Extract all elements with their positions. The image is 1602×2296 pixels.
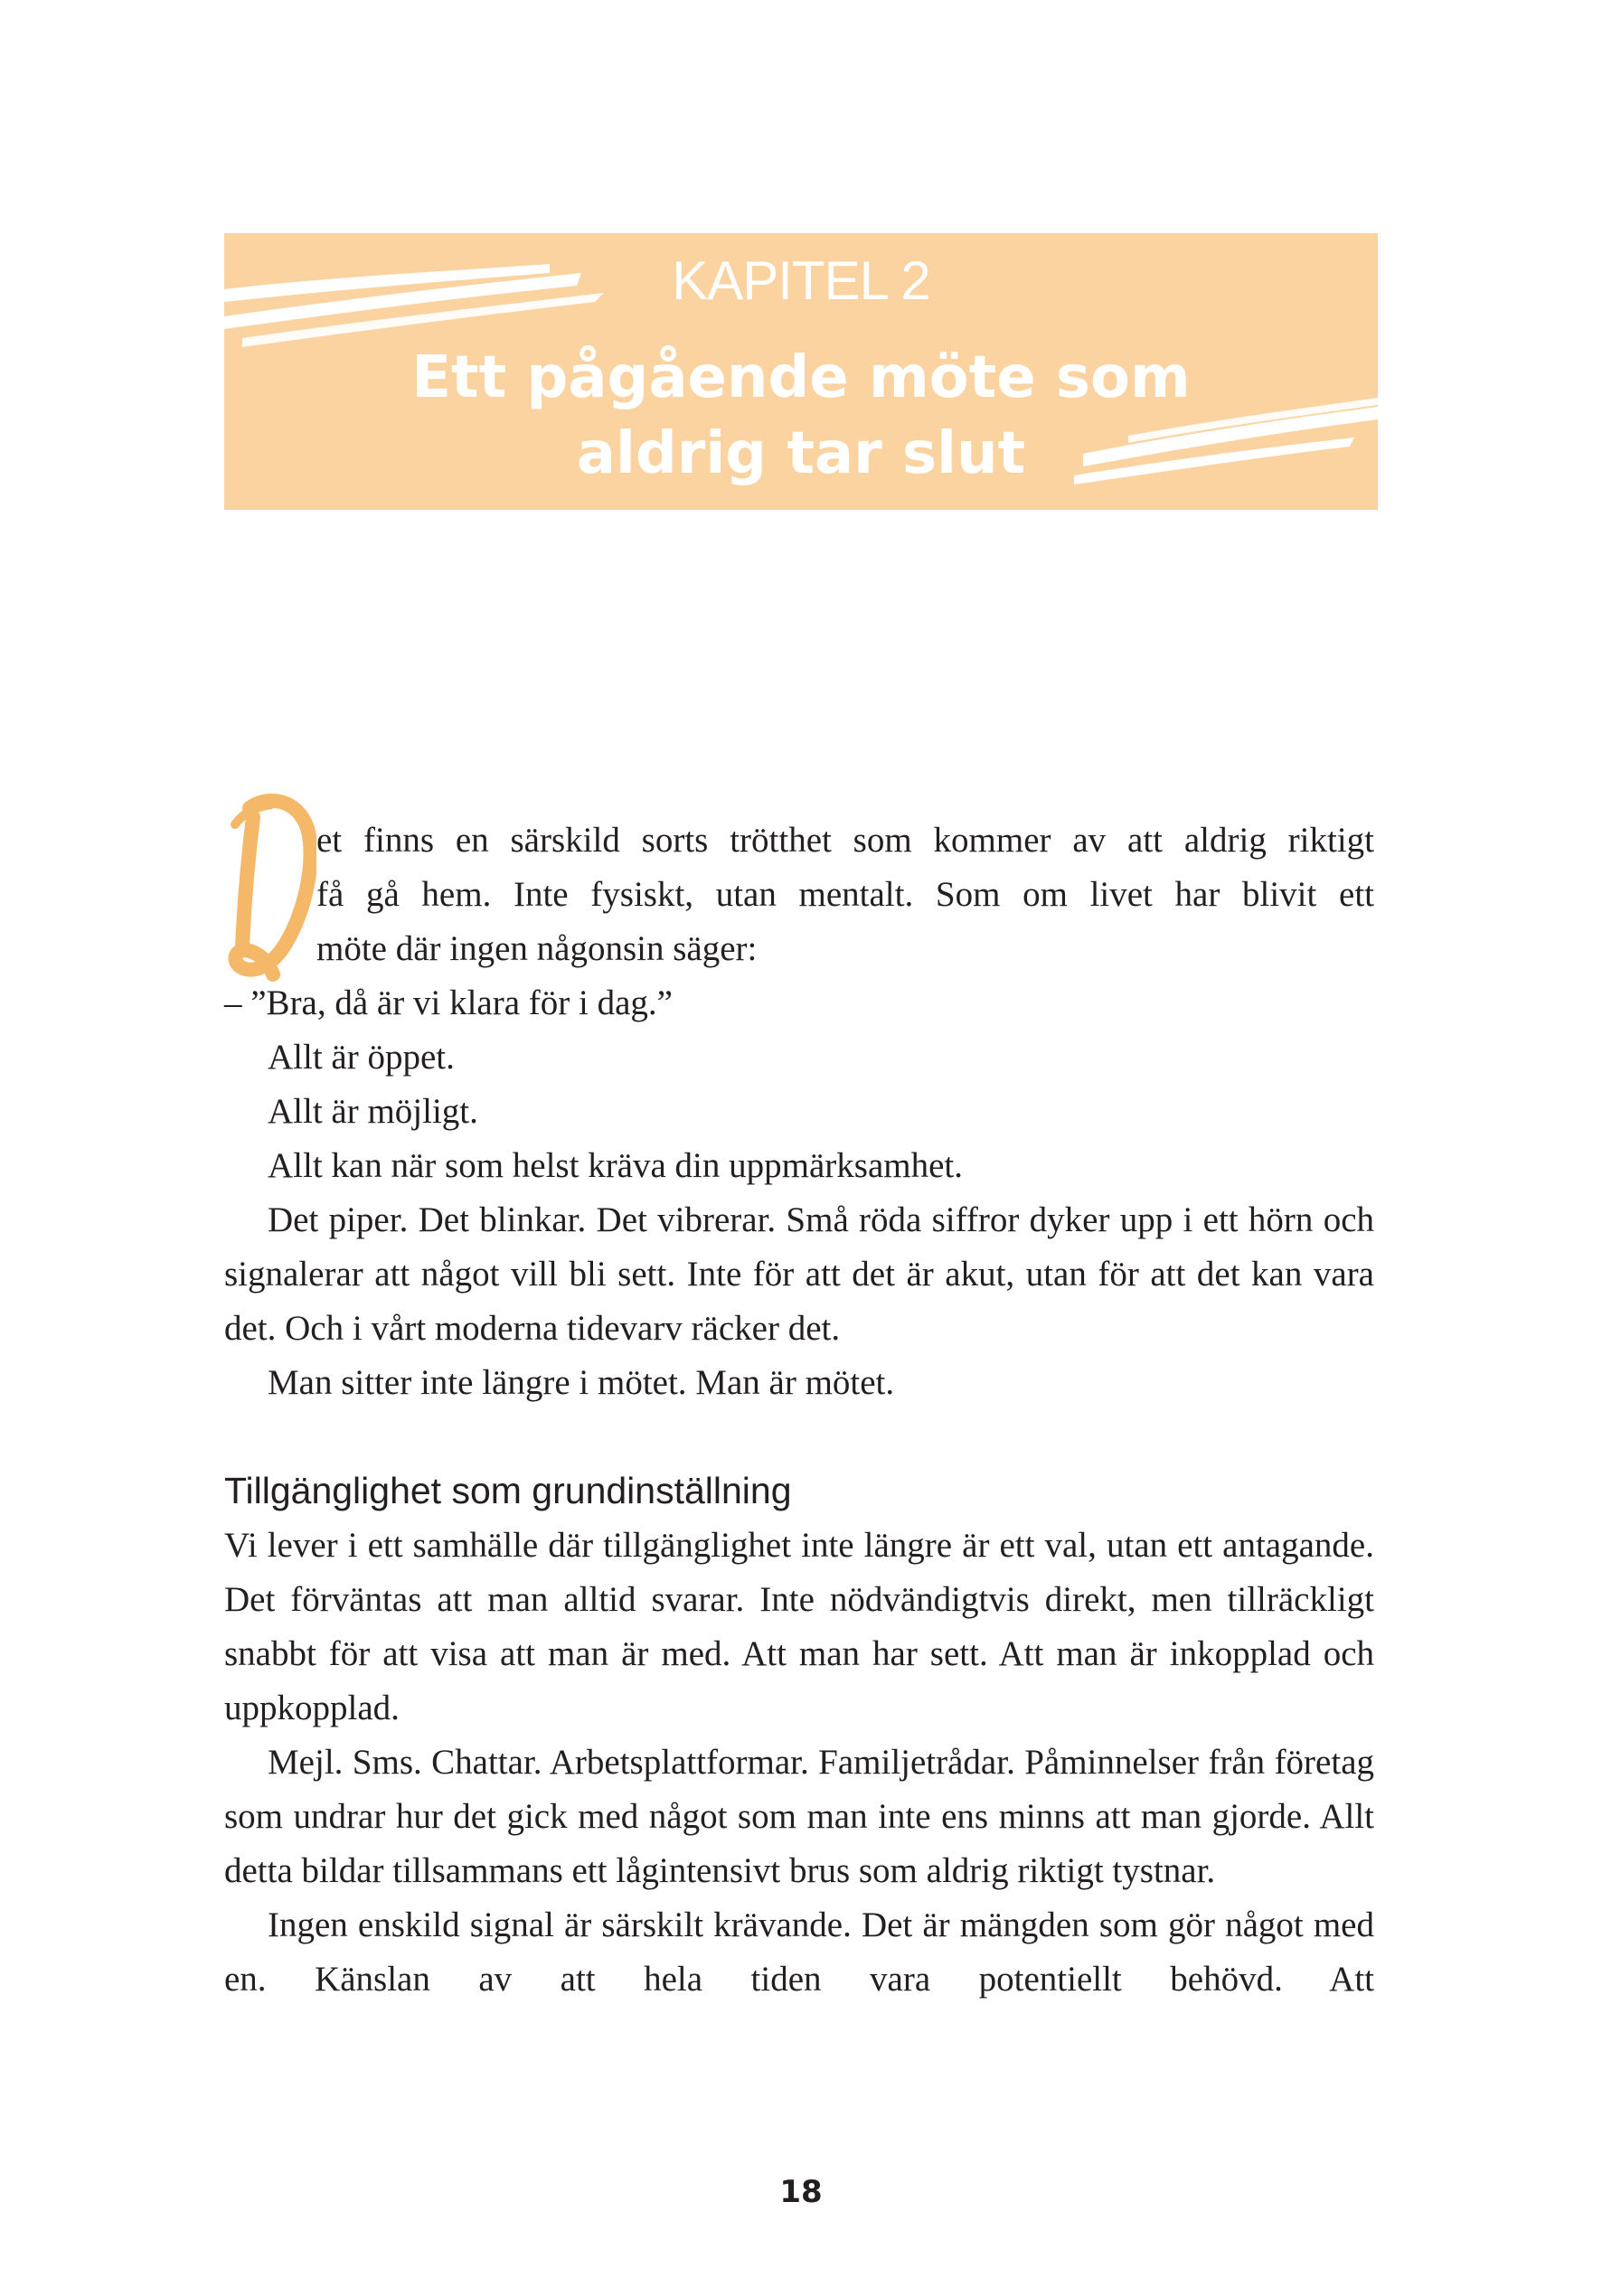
chapter-banner <box>224 233 1378 510</box>
intro-line: et finns en särskild sorts trötthet som kommer av att aldrig riktigt <box>316 821 1374 860</box>
paragraph: Allt är möjligt. <box>268 1092 478 1131</box>
paragraph: Vi lever i ett samhälle där tillgänglighet inte längre är ett val, utan ett antagande. Det förväntas att man alltid svarar. Inte nödvändigtvis direkt, men tillräckligt snabbt för att visa att man är med. Att man har sett. Att man är inkopplad och uppkopplad. <box>224 1526 1374 1727</box>
paragraph: Allt är öppet. <box>268 1038 455 1077</box>
paragraph: Mejl. Sms. Chattar. Arbetsplattformar. Familjetrådar. Påminnelser från företag som undrar hur det gick med något som man inte ens minns att man gjorde. Allt detta bildar tillsammans ett lågintensivt brus som aldrig riktigt tystnar. <box>224 1743 1374 1890</box>
intro-line: möte där ingen någonsin säger: <box>316 929 758 968</box>
body-text <box>224 976 1374 1410</box>
drop-cap-d <box>222 788 316 983</box>
paragraph: Allt kan när som helst kräva din uppmärksamhet. <box>268 1146 963 1185</box>
paragraph: Det piper. Det blinkar. Det vibrerar. Små röda siffror dyker upp i ett hörn och signalerar att något vill bli sett. Inte för att det är akut, utan för att det kan vara det. Och i vårt moderna tidevarv räcker det. <box>224 1200 1374 1348</box>
page-number: 18 <box>779 2174 823 2210</box>
chapter-label: KAPITEL 2 <box>672 250 930 311</box>
chapter-title <box>224 340 1378 492</box>
paragraph: Man sitter inte längre i mötet. Man är mötet. <box>268 1363 895 1402</box>
intro-text <box>316 814 1374 976</box>
chapter-title-line-1: Ett pågående möte som <box>411 344 1191 411</box>
paragraph: – ”Bra, då är vi klara för i dag.” <box>224 983 673 1022</box>
section-body <box>224 1519 1374 2007</box>
paragraph: Ingen enskild signal är särskilt krävande. Det är mängden som gör något med en. Känslan av att hela tiden vara potentiellt behövd. Att <box>224 1905 1374 1999</box>
section-heading: Tillgänglighet som grundinställning <box>224 1470 792 1511</box>
chapter-title-line-2: aldrig tar slut <box>576 420 1026 487</box>
intro-line: få gå hem. Inte fysiskt, utan mentalt. Som om livet har blivit ett <box>316 875 1374 914</box>
